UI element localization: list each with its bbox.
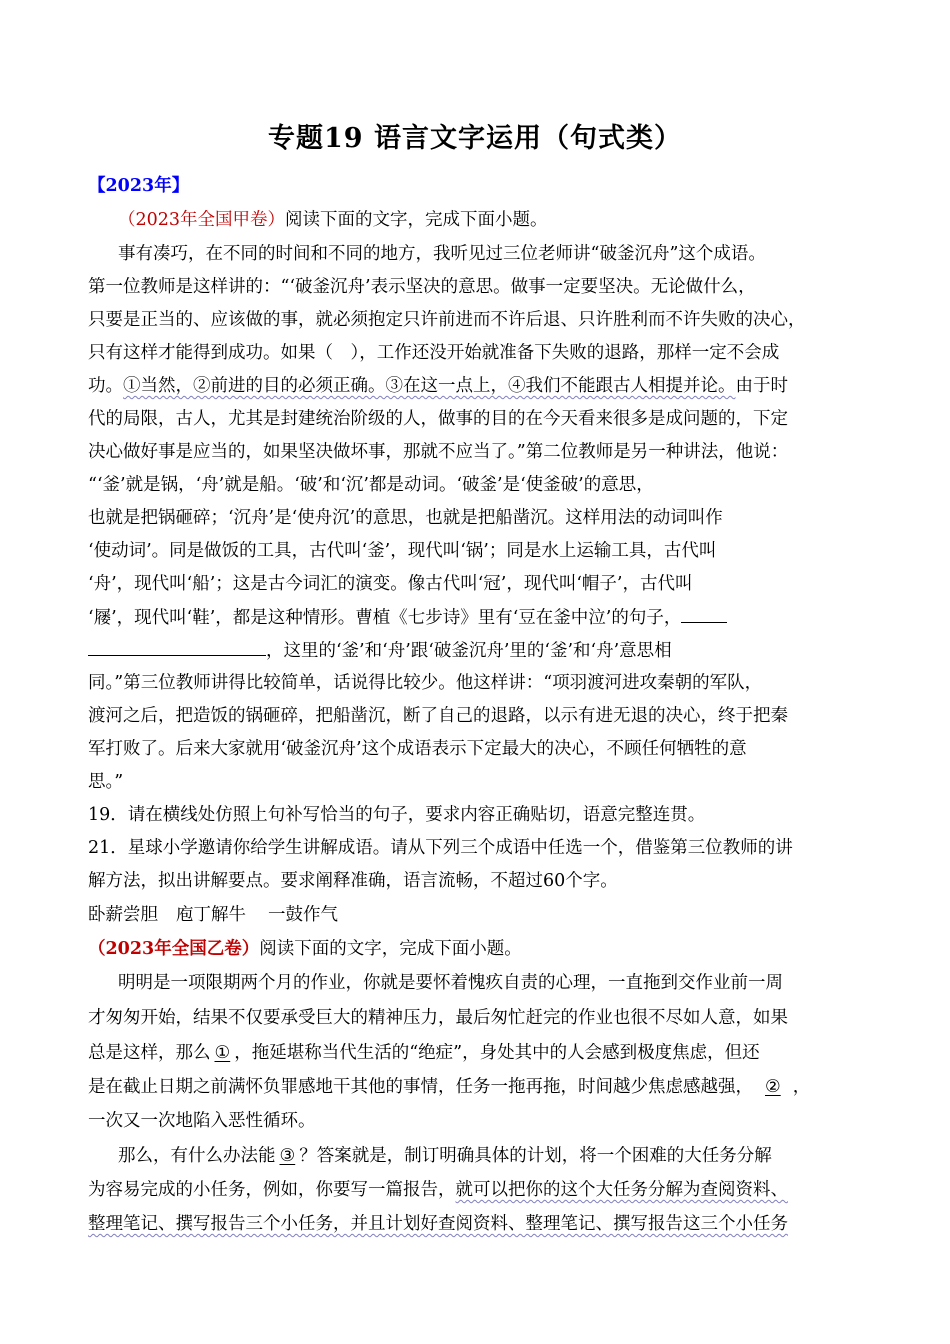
blank-2: ② — [765, 1077, 781, 1097]
question-21-line: 解方法，拟出讲解要点。要求阐释准确，语言流畅，不超过60个字。 — [88, 871, 618, 891]
passage2-line: 才匆匆开始，结果不仅要承受巨大的精神压力，最后匆忙赶完的作业也很不尽如人意，如果 — [88, 1008, 788, 1028]
passage1-line: 决心做好事是应当的，如果坚决做坏事，那就不应当了。”第二位教师是另一种讲法，他说： — [88, 442, 789, 462]
passage1-line: “‘釜’就是锅，‘舟’就是船。‘破’和‘沉’都是动词。‘破釜’是‘使釜破’的意思， — [88, 475, 654, 495]
section-year-heading: 【2023年】 — [88, 176, 190, 196]
passage2-line: 总是这样，那么 ① ，拖延堪称当代生活的“绝症”，身处其中的人会感到极度焦虑，但还 — [88, 1043, 760, 1063]
passage2-heading — [88, 934, 522, 964]
passage1-intro: 阅读下面的文字，完成下面小题。 — [285, 210, 548, 230]
blank-1: ① — [214, 1043, 231, 1063]
passage1-line: ‘屦’，现代叫‘鞋’，都是这种情形。曹植《七步诗》里有‘豆在釜中泣’的句子， — [88, 602, 727, 633]
passage1-heading — [118, 205, 548, 235]
passage1-line: ‘使动词’。同是做饭的工具，古代叫‘釜’，现代叫‘锅’；同是水上运输工具，古代叫 — [88, 541, 717, 561]
passage1-line: 功。①当然，②前进的目的必须正确。③在这一点上，④我们不能跟古人相提并论。由于时 — [88, 376, 788, 396]
passage1-source: （2023年全国甲卷） — [118, 210, 286, 230]
underlined-sentence: 整理笔记、撰写报告三个小任务，并且计划好查阅资料、整理笔记、撰写报告这三个小任务 — [88, 1214, 788, 1234]
idiom-list — [88, 900, 338, 930]
passage1-line: 代的局限，古人，尤其是封建统治阶级的人，做事的目的在今天看来很多是成问题的，下定 — [88, 409, 788, 429]
blank-3: ③ — [279, 1146, 296, 1166]
idiom: 一鼓作气 — [268, 905, 338, 925]
passage1-line: 也就是把锅砸碎；‘沉舟’是‘使舟沉’的意思，也就是把船凿沉。这样用法的动词叫作 — [88, 508, 723, 528]
passage2-source: （2023年全国乙卷） — [88, 939, 260, 959]
passage2-line: 是在截止日期之前满怀负罪感地干其他的事情，任务一拖再拖，时间越少焦虑感越强， ② ， — [88, 1077, 811, 1097]
underlined-sentence: ①当然，②前进的目的必须正确。③在这一点上，④我们不能跟古人相提并论。 — [123, 376, 736, 396]
underlined-sentence: 就可以把你的这个大任务分解为查阅资料、 — [455, 1180, 788, 1200]
question-19: 19．请在横线处仿照上句补写恰当的句子，要求内容正确贴切，语意完整连贯。 — [88, 805, 706, 825]
passage2-line: 明明是一项限期两个月的作业，你就是要怀着愧疚自责的心理，一直拖到交作业前一周 — [118, 973, 783, 993]
page-title: 专题19 语言文字运用（句式类） — [268, 123, 682, 154]
question-21-line: 21．星球小学邀请你给学生讲解成语。请从下列三个成语中任选一个，借鉴第三位教师的讲 — [88, 838, 793, 858]
passage1-line: 同。”第三位教师讲得比较简单，话说得比较少。他这样讲：“项羽渡河进攻秦朝的军队， — [88, 673, 763, 693]
passage1-line: 思。” — [88, 772, 124, 792]
passage1-line: 第一位教师是这样讲的：“‘破釜沉舟’表示坚决的意思。做事一定要坚决。无论做什么， — [88, 277, 756, 297]
passage2-line: 一次又一次地陷入恶性循环。 — [88, 1111, 316, 1131]
passage1-line: 事有凑巧，在不同的时间和不同的地方，我听见过三位老师讲“破釜沉舟”这个成语。 — [118, 244, 766, 264]
passage1-line: 只要是正当的、应该做的事，就必须抱定只许前进而不许后退、只许胜利而不许失败的决心， — [88, 310, 806, 330]
passage2-line: 为容易完成的小任务，例如，你要写一篇报告，就可以把你的这个大任务分解为查阅资料、 — [88, 1180, 788, 1200]
passage2-intro: 阅读下面的文字，完成下面小题。 — [259, 939, 522, 959]
fill-blank — [88, 635, 266, 656]
passage1-line: 军打败了。后来大家就用‘破釜沉舟’这个成语表示下定最大的决心，不顾任何牺牲的意 — [88, 739, 747, 759]
idiom: 卧薪尝胆 — [88, 905, 158, 925]
passage1-line: ‘舟’，现代叫‘船’；这是古今词汇的演变。像古代叫‘冠’，现代叫‘帽子’，古代叫 — [88, 574, 693, 594]
passage2-line — [88, 1209, 788, 1239]
passage1-line: ，这里的‘釜’和‘舟’跟‘破釜沉舟’里的‘釜’和‘舟’意思相 — [88, 635, 672, 666]
idiom: 庖丁解牛 — [176, 905, 246, 925]
passage2-line: 那么，有什么办法能 ③ ？答案就是，制订明确具体的计划，将一个困难的大任务分解 — [118, 1146, 772, 1166]
passage1-line: 渡河之后，把造饭的锅砸碎，把船凿沉，断了自己的退路，以示有进无退的决心，终于把秦 — [88, 706, 788, 726]
fill-blank — [681, 602, 727, 623]
passage1-line: 只有这样才能得到成功。如果（ ），工作还没开始就准备下失败的退路，那样一定不会成 — [88, 343, 780, 363]
